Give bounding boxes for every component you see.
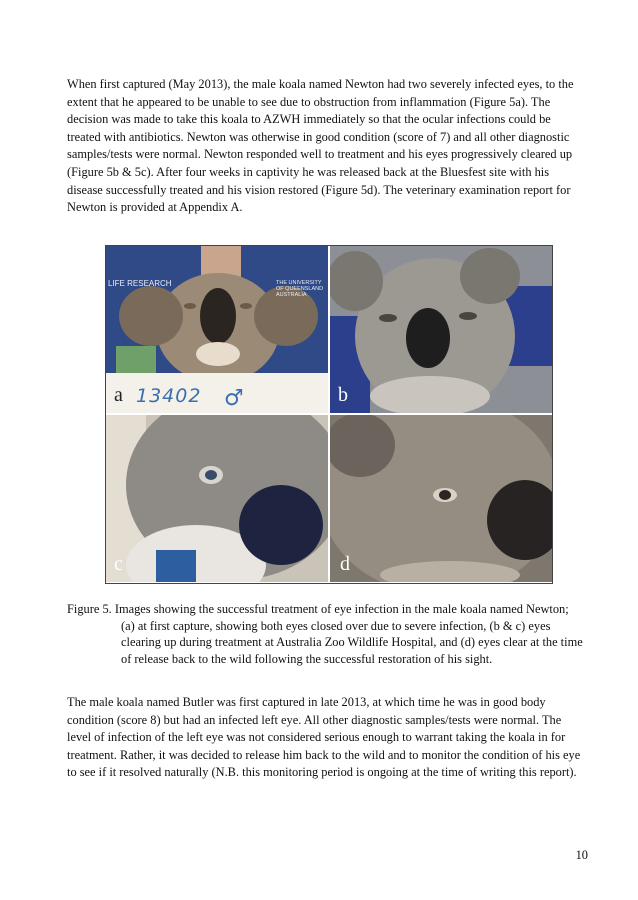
page-number: 10	[575, 848, 588, 862]
koala-photo-d	[330, 415, 552, 582]
paragraph-newton: When first captured (May 2013), the male koala named Newton had two severely infected eyes, to the extent that he appeared to be unable to see due to obstruction from inflammation (Figure 5a). The decision was made to take this koala to AZWH immediately so that the ocular infections could be treated with antibiotics. Newton was otherwise in good condition (score of 7) and all other diagnostic samples/tests were normal. Newton responded well to treatment and his eyes progressively cleared up (Figure 5b & 5c). After four weeks in captivity he was released back at the Bluesfest site with his disease successfully treated and his vision restored (Figure 5d). The veterinary examination report for Newton is provided at Appendix A.	[67, 77, 574, 215]
caption-rest: (a) at first capture, showing both eyes closed over due to severe infection, (b & c) eyes clearing up during treatment at Australia Zoo Wildlife Hospital, and (d) eyes clear at the time of release back to the wild following the successful restoration of his sight.	[121, 618, 583, 666]
figure-caption	[67, 601, 587, 667]
paragraph-butler: The male koala named Butler was first captured in late 2013, at which time he was in good body condition (score 8) but had an infected left eye. All other diagnostic samples/tests were normal. The level of infection of the left eye was not considered serious enough to warrant taking the koala in for treatment. Rather, it was decided to release him back to the wild and to monitor the condition of his eye to see if it resolved naturally (N.B. this monitoring period is ongoing at the time of writing this report).	[67, 695, 581, 780]
koala-photo-c	[106, 415, 328, 582]
panel-letter-b: b	[338, 384, 348, 406]
photo-panel-b	[330, 246, 552, 413]
shirt-text-left: LIFE RESEARCH	[108, 279, 172, 288]
photo-panel-a	[106, 246, 328, 413]
caption-first-line: Figure 5. Images showing the successful treatment of eye infection in the male koala named Newton;	[67, 602, 569, 616]
panel-letter-c: c	[114, 553, 123, 575]
male-symbol: ♂	[224, 386, 244, 411]
shirt-text-university: THE UNIVERSITY OF QUEENSLAND AUSTRALIA	[276, 280, 324, 298]
photo-panel-c	[106, 415, 328, 582]
panel-letter-d: d	[340, 553, 350, 575]
panel-letter-a: a	[114, 384, 123, 406]
id-sign	[106, 373, 328, 413]
photo-panel-d	[330, 415, 552, 582]
sign-number: 13402	[136, 385, 202, 407]
figure-5	[105, 245, 553, 584]
koala-photo-b	[330, 246, 552, 413]
